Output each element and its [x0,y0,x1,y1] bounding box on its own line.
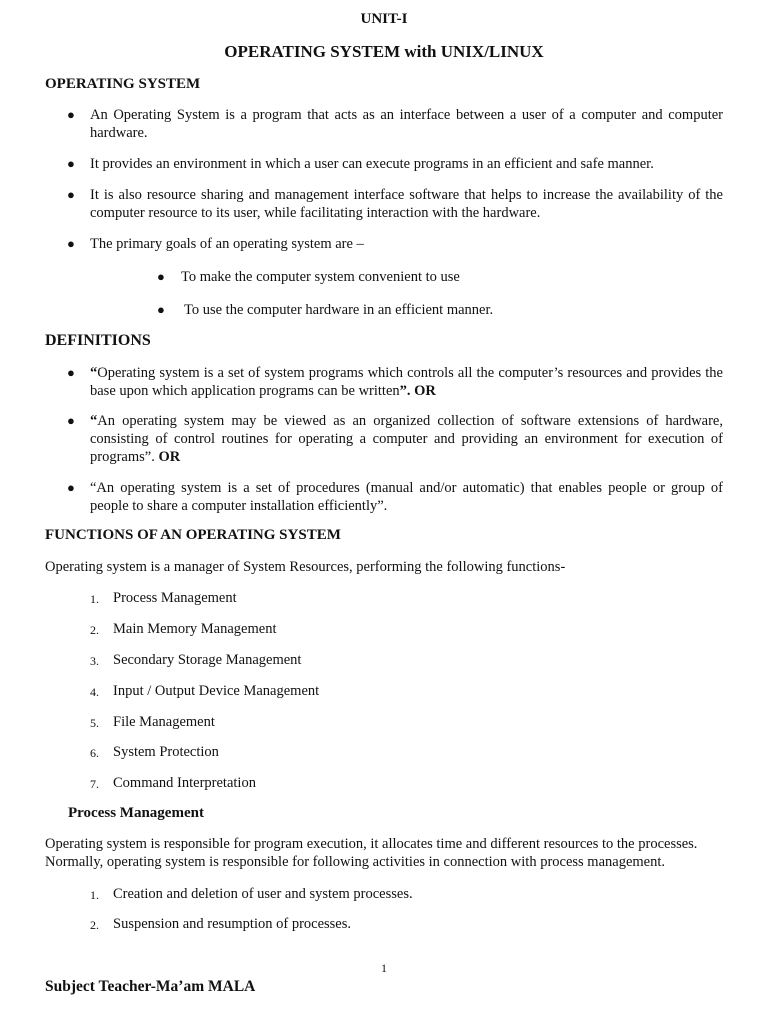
bullet-icon: ● [67,107,75,122]
bullet-icon: ● [67,236,75,251]
bullet-icon: ● [67,365,75,380]
bullet-icon: ● [67,187,75,202]
definition-close: ”. OR [399,383,436,399]
process-management-paragraph: Operating system is responsible for program execution, it allocates time and different resources to the processes. Normally, operating system is responsible for following activities in connection with process management. [45,836,698,870]
bullet-text: The primary goals of an operating system are – [90,236,364,252]
bullet-text: It is also resource sharing and management interface software that helps to increase the availability of the computer resource to its user, while facilitating interaction with the hardware. [90,187,723,221]
heading-functions: FUNCTIONS OF AN OPERATING SYSTEM [45,527,341,543]
definition-text: “An operating system is a set of procedures (manual and/or automatic) that enables people or group of people to share a computer installation efficiently”. [90,480,723,514]
heading-definitions: DEFINITIONS [45,332,151,349]
bullet-text: It provides an environment in which a user can execute programs in an efficient and safe manner. [90,156,654,172]
document-title: OPERATING SYSTEM with UNIX/LINUX [224,42,544,61]
functions-intro: Operating system is a manager of System Resources, performing the following functions- [45,559,566,575]
open-quote: “ [90,365,98,381]
goal-text: To use the computer hardware in an efficient manner. [184,302,494,318]
heading-operating-system: OPERATING SYSTEM [45,76,201,92]
document-page: UNIT-I OPERATING SYSTEM with UNIX/LINUX OPERATING SYSTEM ● An Operating System is a program that acts as an interface between a user of a computer and computer hardware. ● It provides an environment in which a user can execute programs in an efficient and safe manner. ● It is also resource sharing and management interface software that helps to increase the availability of the computer resource to its user, while facilitating interaction with the hardware. ● The primary goals of an operating system are – ● To make the computer system convenient to use ● To use the computer hardware in an efficient manner. DEFINITIONS ● “Operating system is a set of system programs which controls all the computer’s resources and provides the base upon which application programs can be written”. OR ● “An operating system may be viewed as an organized collection of software extensions of hardware, consisting of control routines for operating a computer and providing an environment for execution of programs”. OR ● “An operating system is a set of procedures (manual and/or automatic) that enables people or group of people to share a computer installation efficiently”. FUNCTIONS OF AN OPERATING SYSTEM Operating system is a manager of System Resources, performing the following functions- 1. Process Management 2. Main Memory Management 3. Secondary Storage Management 4. Input / Output Device Management 5. File Management 6. System Protection 7. Command Interpretation Process Management Operating system is responsible for program execution, it allocates time and different resources to the processes. Normally, operating system is responsible for following activities in connection with process management. 1. Creation and deletion of user and system processes. 2. Suspension and resumption of processes. 1 Subject Teacher-Ma’am MALA [0,0,768,1024]
bullet-icon: ● [67,156,75,171]
footer-teacher: Subject Teacher-Ma’am MALA [45,978,256,995]
bullet-icon: ● [67,413,75,428]
bullet-icon: ● [157,269,165,284]
bullet-icon: ● [67,480,75,495]
page-number: 1 [381,961,387,975]
unit-label: UNIT-I [360,11,408,27]
heading-process-management: Process Management [68,805,204,821]
open-quote: “ [90,413,98,429]
definition-close: OR [154,449,181,465]
goal-text: To make the computer system convenient to use [181,269,460,285]
definition-text: Operating system is a set of system programs which controls all the computer’s resources and provides the base upon which application programs can be written [90,365,723,399]
bullet-icon: ● [157,302,165,317]
bullet-text: An Operating System is a program that acts as an interface between a user of a computer and computer hardware. [90,107,723,141]
definition-text: An operating system may be viewed as an organized collection of software extensions of hardware, consisting of control routines for operating a computer and providing an environment for execution of programs”. [90,413,723,465]
